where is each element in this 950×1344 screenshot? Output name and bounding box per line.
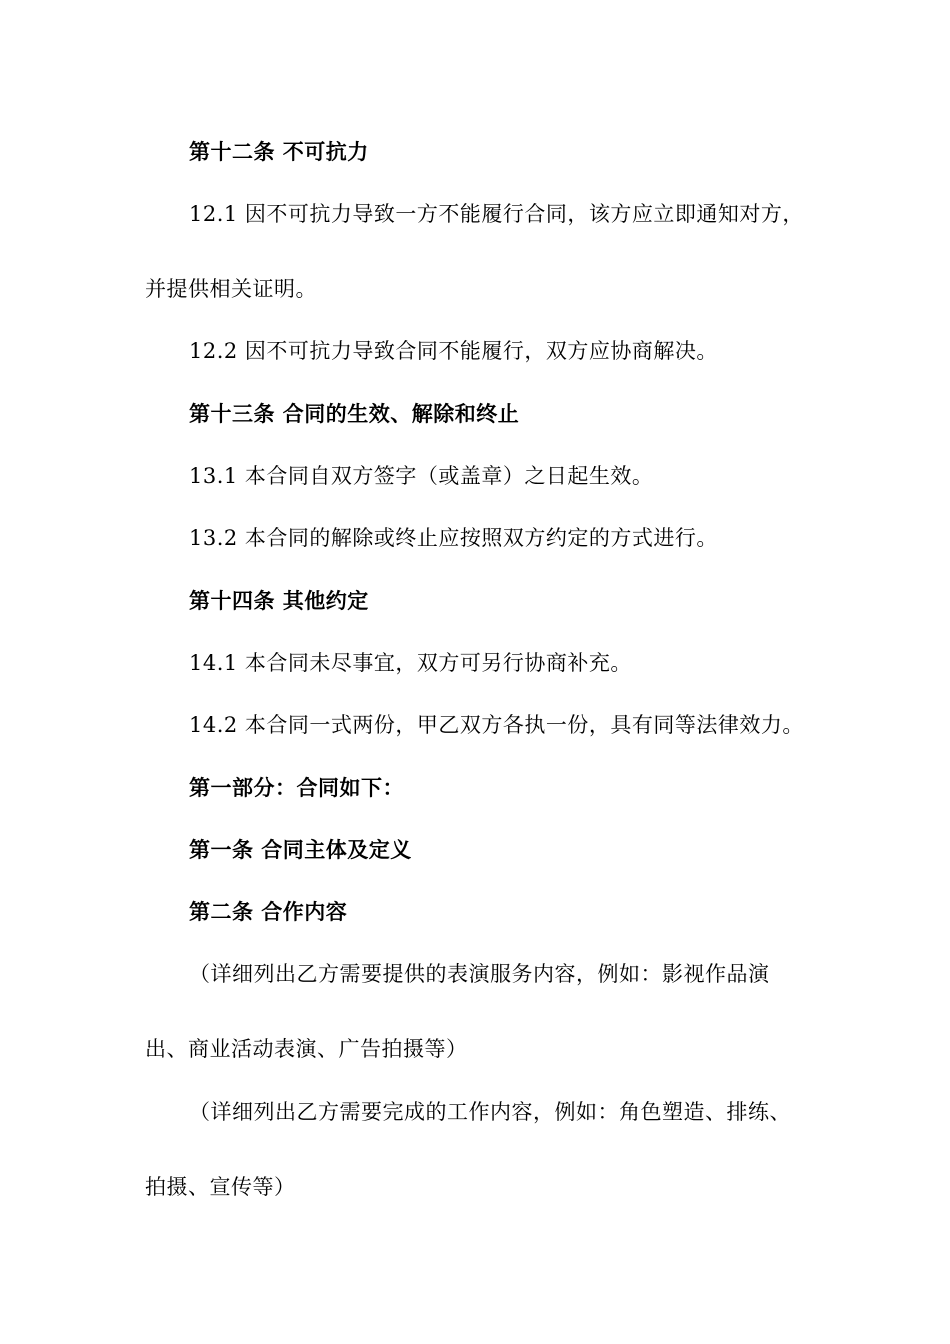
performance-services-line-2: 出、商业活动表演、广告拍摄等） bbox=[145, 1037, 468, 1061]
article-2-heading: 第二条 合作内容 bbox=[189, 899, 348, 924]
clause-13-2: 13.2 本合同的解除或终止应按照双方约定的方式进行。 bbox=[189, 526, 718, 550]
article-1-heading: 第一条 合同主体及定义 bbox=[189, 837, 412, 862]
part-1-heading: 第一部分：合同如下： bbox=[189, 775, 404, 800]
article-13-heading: 第十三条 合同的生效、解除和终止 bbox=[189, 401, 520, 426]
clause-12-1-line-2: 并提供相关证明。 bbox=[145, 277, 317, 301]
performance-services-line-1: （详细列出乙方需要提供的表演服务内容，例如：影视作品演 bbox=[189, 962, 770, 986]
article-12-heading: 第十二条 不可抗力 bbox=[189, 139, 369, 164]
clause-12-2: 12.2 因不可抗力导致合同不能履行，双方应协商解决。 bbox=[189, 339, 718, 363]
work-content-line-1: （详细列出乙方需要完成的工作内容，例如：角色塑造、排练、 bbox=[189, 1100, 791, 1124]
clause-13-1: 13.1 本合同自双方签字（或盖章）之日起生效。 bbox=[189, 464, 654, 488]
clause-14-2: 14.2 本合同一式两份，甲乙双方各执一份，具有同等法律效力。 bbox=[189, 713, 804, 737]
article-14-heading: 第十四条 其他约定 bbox=[189, 588, 369, 613]
clause-14-1: 14.1 本合同未尽事宜，双方可另行协商补充。 bbox=[189, 651, 632, 675]
work-content-line-2: 拍摄、宣传等） bbox=[145, 1175, 296, 1199]
clause-12-1-line-1: 12.1 因不可抗力导致一方不能履行合同，该方应立即通知对方， bbox=[189, 202, 804, 226]
